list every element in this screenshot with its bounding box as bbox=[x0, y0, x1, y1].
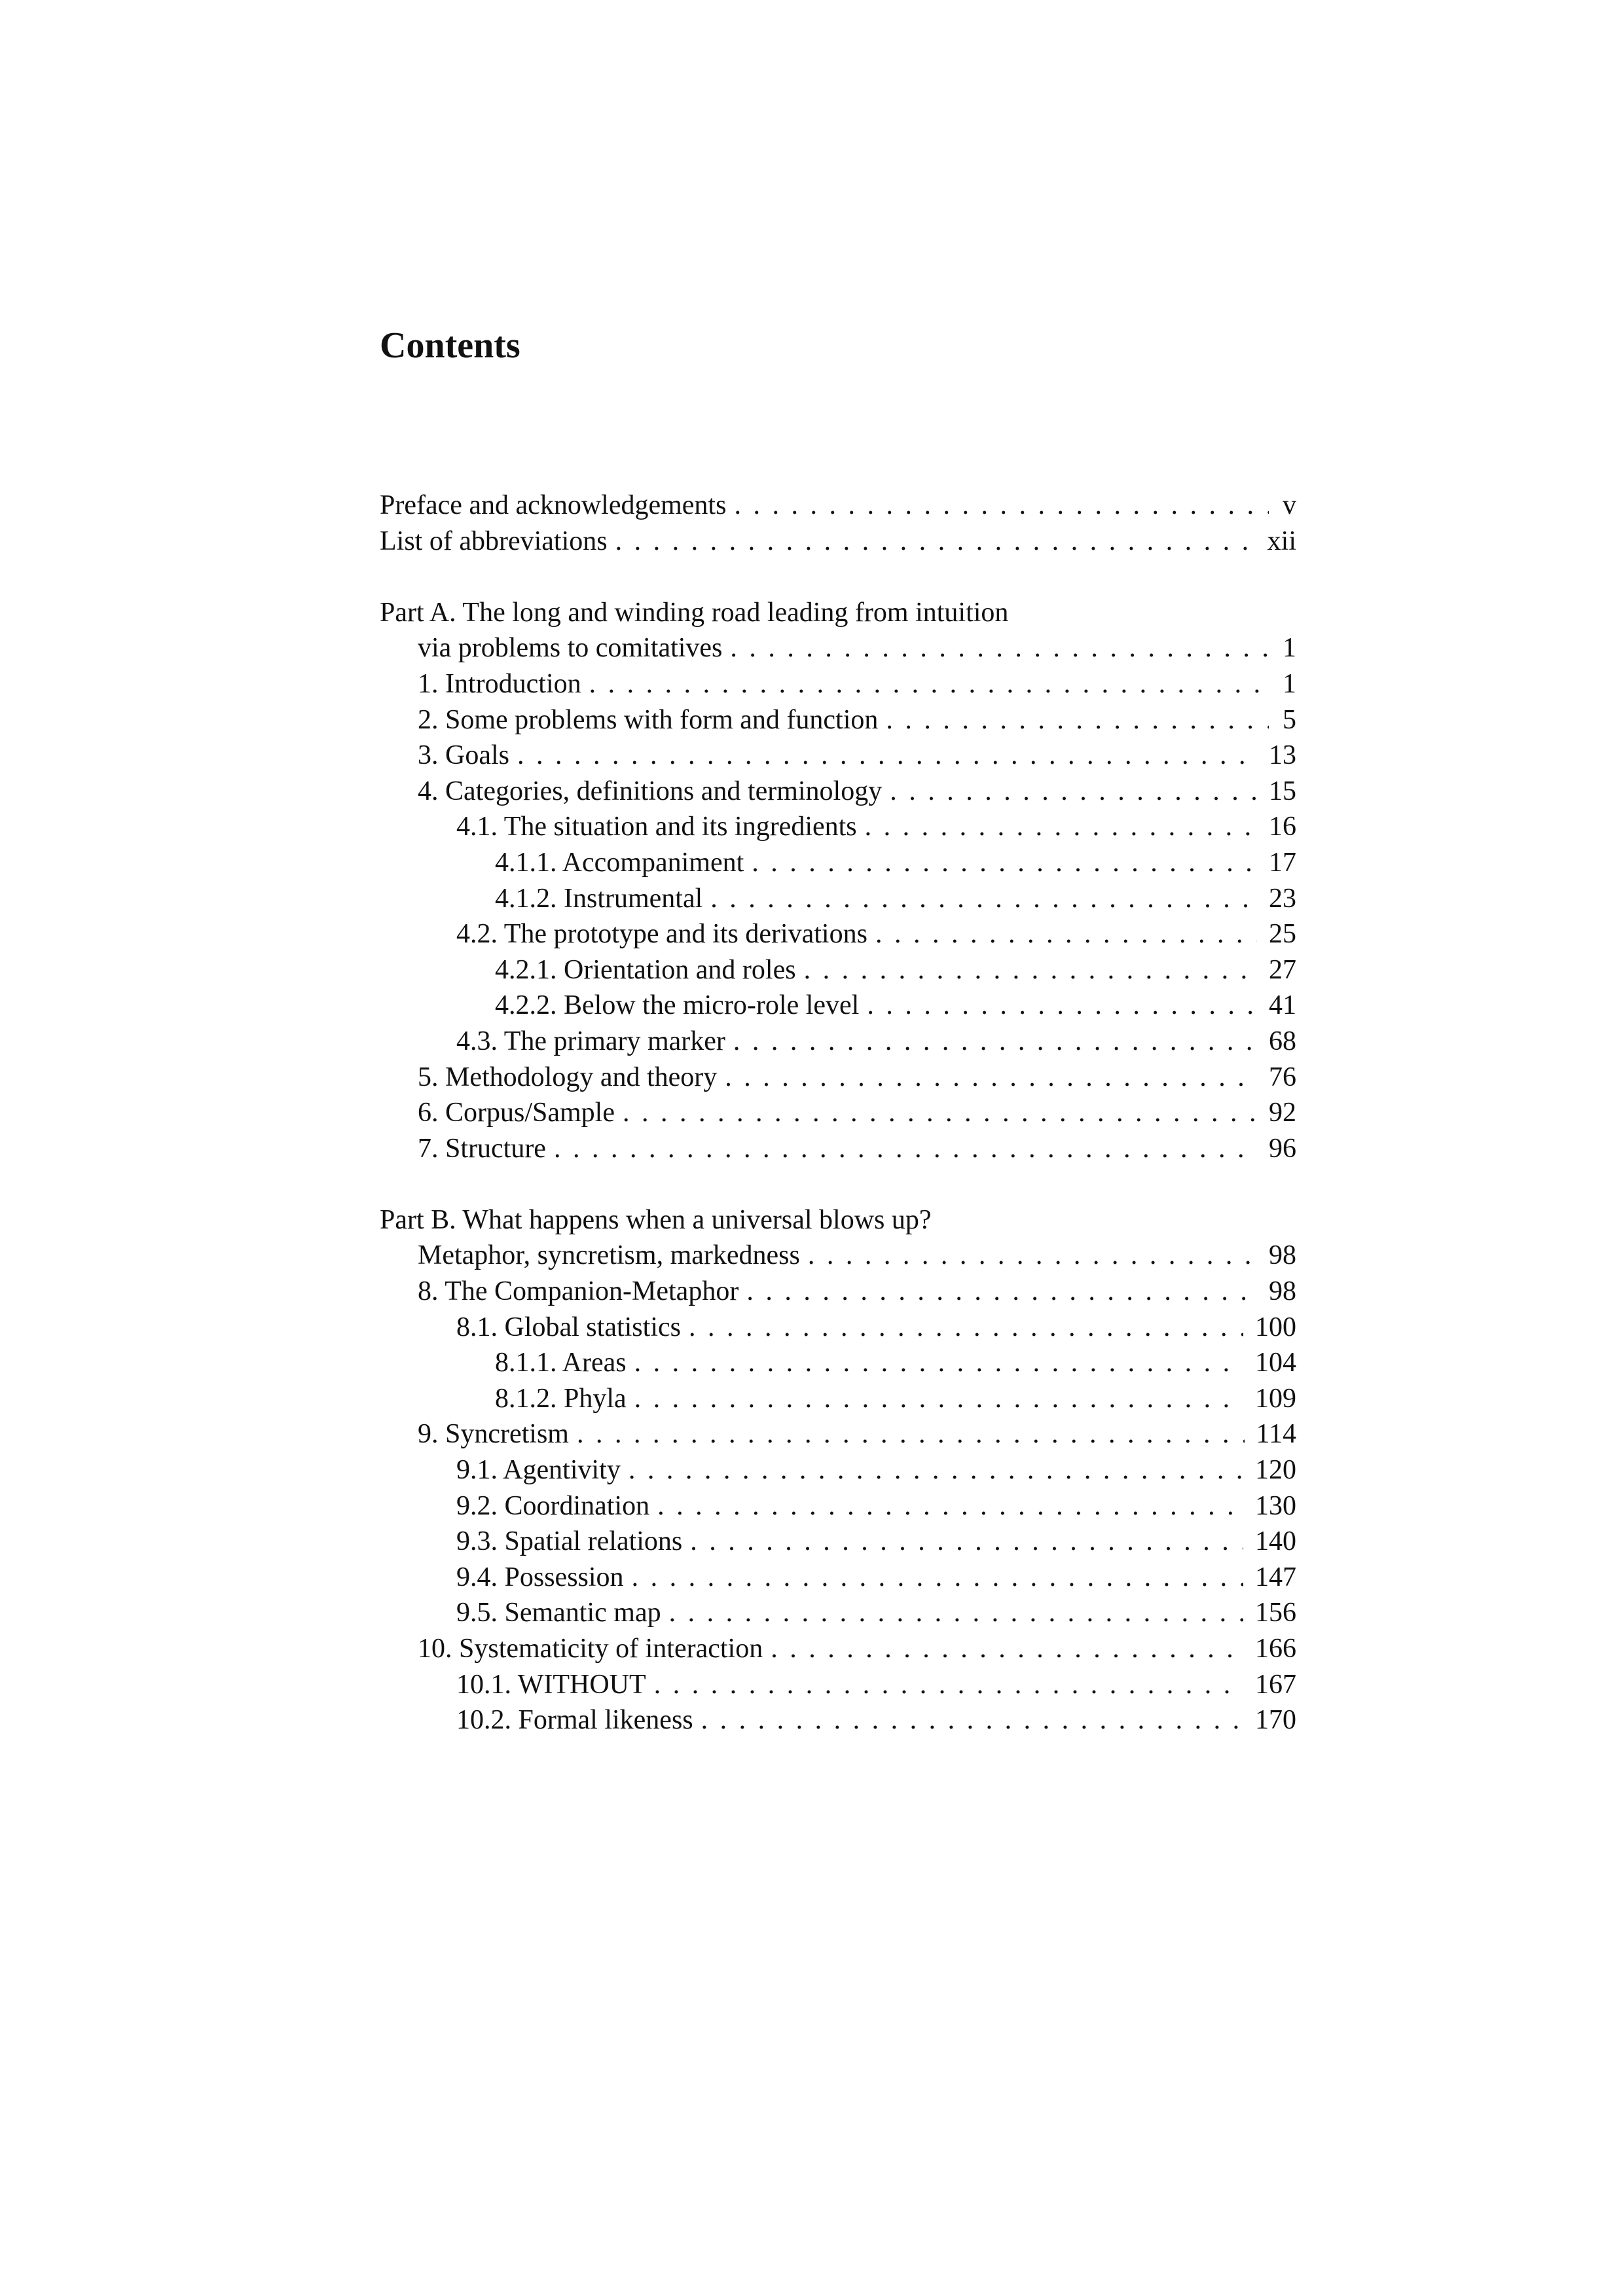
dot-leader bbox=[808, 1238, 1257, 1274]
toc-page-number: 13 bbox=[1269, 740, 1296, 771]
dot-leader bbox=[632, 1560, 1243, 1596]
dot-leader bbox=[517, 738, 1257, 774]
dot-leader bbox=[734, 488, 1269, 524]
dot-leader bbox=[701, 1702, 1243, 1738]
toc-entry[interactable] bbox=[380, 1524, 1296, 1560]
toc-page-number: 41 bbox=[1269, 990, 1296, 1021]
dot-leader bbox=[746, 1274, 1257, 1310]
toc-entry-label: List of abbreviations bbox=[380, 526, 608, 556]
toc-entry-label: 8.1. Global statistics bbox=[456, 1312, 681, 1342]
toc-page-number: 1 bbox=[1283, 668, 1296, 699]
dot-leader bbox=[710, 881, 1257, 917]
toc-entry-label: 8.1.1. Areas bbox=[495, 1348, 627, 1378]
toc-entry[interactable] bbox=[380, 630, 1296, 666]
toc-entry[interactable] bbox=[380, 1381, 1296, 1417]
toc-page-number: 100 bbox=[1255, 1312, 1296, 1342]
toc-entry[interactable] bbox=[380, 1667, 1296, 1703]
toc-page-number: 23 bbox=[1269, 883, 1296, 914]
part-a-heading: Part A. The long and winding road leading from intuition bbox=[380, 597, 1009, 628]
dot-leader bbox=[689, 1310, 1243, 1346]
toc-entry[interactable] bbox=[380, 702, 1296, 738]
toc-page-number: 92 bbox=[1269, 1098, 1296, 1128]
toc-entry-label: 8. The Companion-Metaphor bbox=[418, 1276, 739, 1307]
toc-entry-label: 9.1. Agentivity bbox=[456, 1455, 621, 1486]
toc-entry[interactable] bbox=[380, 1238, 1296, 1274]
dot-leader bbox=[669, 1595, 1243, 1631]
dot-leader bbox=[733, 1024, 1257, 1060]
toc-entry[interactable] bbox=[380, 666, 1296, 702]
toc-page-number: 120 bbox=[1255, 1455, 1296, 1486]
toc-entry[interactable] bbox=[380, 1560, 1296, 1596]
page-title: Contents bbox=[380, 325, 520, 366]
toc-page-number: 130 bbox=[1255, 1490, 1296, 1521]
toc-entry-label: 4.3. The primary marker bbox=[456, 1026, 725, 1056]
toc-page-number: 5 bbox=[1283, 704, 1296, 735]
dot-leader bbox=[886, 702, 1269, 738]
table-of-contents bbox=[380, 488, 1296, 1738]
toc-page-number: 140 bbox=[1255, 1526, 1296, 1557]
toc-entry-label: via problems to comitatives bbox=[418, 633, 723, 664]
toc-entry-label: 10. Systematicity of interaction bbox=[418, 1634, 763, 1664]
toc-entry[interactable] bbox=[380, 1631, 1296, 1667]
dot-leader bbox=[634, 1381, 1243, 1417]
dot-leader bbox=[890, 774, 1257, 810]
dot-leader bbox=[629, 1452, 1243, 1488]
toc-page-number: 170 bbox=[1255, 1705, 1296, 1736]
dot-leader bbox=[804, 952, 1257, 988]
toc-entry[interactable] bbox=[380, 809, 1296, 845]
toc-entry[interactable] bbox=[380, 1345, 1296, 1381]
toc-entry-label: 9.2. Coordination bbox=[456, 1490, 650, 1521]
toc-entry-label: 7. Structure bbox=[418, 1133, 546, 1164]
dot-leader bbox=[771, 1631, 1243, 1667]
toc-page-number: 104 bbox=[1255, 1348, 1296, 1378]
toc-entry[interactable] bbox=[380, 1595, 1296, 1631]
dot-leader bbox=[867, 988, 1257, 1024]
toc-page-number: 167 bbox=[1255, 1669, 1296, 1700]
toc-page-number: 166 bbox=[1255, 1634, 1296, 1664]
toc-page-number: 114 bbox=[1256, 1419, 1296, 1450]
toc-entry-label: Preface and acknowledgements bbox=[380, 490, 727, 520]
toc-entry[interactable] bbox=[380, 952, 1296, 988]
toc-entry[interactable] bbox=[380, 774, 1296, 810]
toc-entry-label: 10.2. Formal likeness bbox=[456, 1705, 693, 1736]
toc-entry[interactable] bbox=[380, 845, 1296, 881]
toc-entry-label: 2. Some problems with form and function bbox=[418, 704, 879, 735]
section-gap bbox=[380, 559, 1296, 595]
toc-entry[interactable] bbox=[380, 1024, 1296, 1060]
toc-page-number: 25 bbox=[1269, 919, 1296, 950]
toc-entry[interactable] bbox=[380, 1702, 1296, 1738]
toc-entry[interactable] bbox=[380, 1060, 1296, 1096]
toc-entry-label: 4. Categories, definitions and terminology bbox=[418, 776, 883, 806]
toc-page-number: 98 bbox=[1269, 1276, 1296, 1307]
dot-leader bbox=[690, 1524, 1243, 1560]
toc-entry[interactable] bbox=[380, 524, 1296, 560]
dot-leader bbox=[752, 845, 1257, 881]
toc-entry-label: 4.2. The prototype and its derivations bbox=[456, 919, 867, 950]
toc-entry-label: 4.2.1. Orientation and roles bbox=[495, 954, 796, 985]
dot-leader bbox=[623, 1095, 1257, 1131]
toc-page-number: xii bbox=[1267, 526, 1296, 556]
toc-entry[interactable] bbox=[380, 738, 1296, 774]
toc-page-number: 147 bbox=[1255, 1562, 1296, 1592]
dot-leader bbox=[865, 809, 1257, 845]
toc-entry-label: 4.1.1. Accompaniment bbox=[495, 847, 744, 878]
dot-leader bbox=[725, 1060, 1257, 1096]
toc-entry-label: 4.1.2. Instrumental bbox=[495, 883, 703, 914]
toc-entry[interactable] bbox=[380, 488, 1296, 524]
toc-entry[interactable] bbox=[380, 916, 1296, 952]
toc-entry[interactable] bbox=[380, 1310, 1296, 1346]
toc-entry[interactable] bbox=[380, 1131, 1296, 1167]
toc-entry[interactable] bbox=[380, 881, 1296, 917]
toc-page-number: 156 bbox=[1255, 1598, 1296, 1628]
toc-entry-label: 10.1. WITHOUT bbox=[456, 1669, 646, 1700]
toc-entry[interactable] bbox=[380, 1452, 1296, 1488]
toc-entry-label: 9.4. Possession bbox=[456, 1562, 624, 1592]
dot-leader bbox=[654, 1667, 1243, 1703]
toc-entry[interactable] bbox=[380, 1416, 1296, 1452]
toc-entry[interactable] bbox=[380, 988, 1296, 1024]
toc-page-number: 109 bbox=[1255, 1383, 1296, 1414]
toc-entry-label: 4.2.2. Below the micro-role level bbox=[495, 990, 860, 1021]
toc-entry[interactable] bbox=[380, 1274, 1296, 1310]
dot-leader bbox=[589, 666, 1269, 702]
toc-entry-label: Metaphor, syncretism, markedness bbox=[418, 1240, 800, 1271]
toc-entry-label: 9.3. Spatial relations bbox=[456, 1526, 683, 1557]
dot-leader bbox=[657, 1488, 1243, 1524]
part-b-heading: Part B. What happens when a universal blows up? bbox=[380, 1204, 932, 1235]
section-gap bbox=[380, 1166, 1296, 1202]
toc-page-number: 17 bbox=[1269, 847, 1296, 878]
toc-page-number: 1 bbox=[1283, 633, 1296, 664]
dot-leader bbox=[554, 1131, 1257, 1167]
toc-page-number: 96 bbox=[1269, 1133, 1296, 1164]
dot-leader bbox=[730, 630, 1269, 666]
toc-entry-label: 5. Methodology and theory bbox=[418, 1062, 718, 1092]
toc-entry[interactable] bbox=[380, 1095, 1296, 1131]
toc-entry-label: 3. Goals bbox=[418, 740, 509, 771]
toc-page-number: 27 bbox=[1269, 954, 1296, 985]
toc-entry[interactable] bbox=[380, 1488, 1296, 1524]
toc-entry-label: 6. Corpus/Sample bbox=[418, 1098, 615, 1128]
toc-entry-label: 1. Introduction bbox=[418, 668, 581, 699]
dot-leader bbox=[577, 1416, 1245, 1452]
toc-page-number: 98 bbox=[1269, 1240, 1296, 1271]
toc-entry-label: 9.5. Semantic map bbox=[456, 1598, 661, 1628]
dot-leader bbox=[875, 916, 1257, 952]
toc-entry-label: 9. Syncretism bbox=[418, 1419, 569, 1450]
toc-entry-label: 8.1.2. Phyla bbox=[495, 1383, 627, 1414]
toc-entry-label: 4.1. The situation and its ingredients bbox=[456, 812, 857, 842]
toc-page-number: 15 bbox=[1269, 776, 1296, 806]
toc-page-number: 76 bbox=[1269, 1062, 1296, 1092]
toc-page-number: 16 bbox=[1269, 812, 1296, 842]
toc-page-number: 68 bbox=[1269, 1026, 1296, 1056]
toc-page-number: v bbox=[1283, 490, 1296, 520]
dot-leader bbox=[634, 1345, 1243, 1381]
dot-leader bbox=[615, 524, 1256, 560]
